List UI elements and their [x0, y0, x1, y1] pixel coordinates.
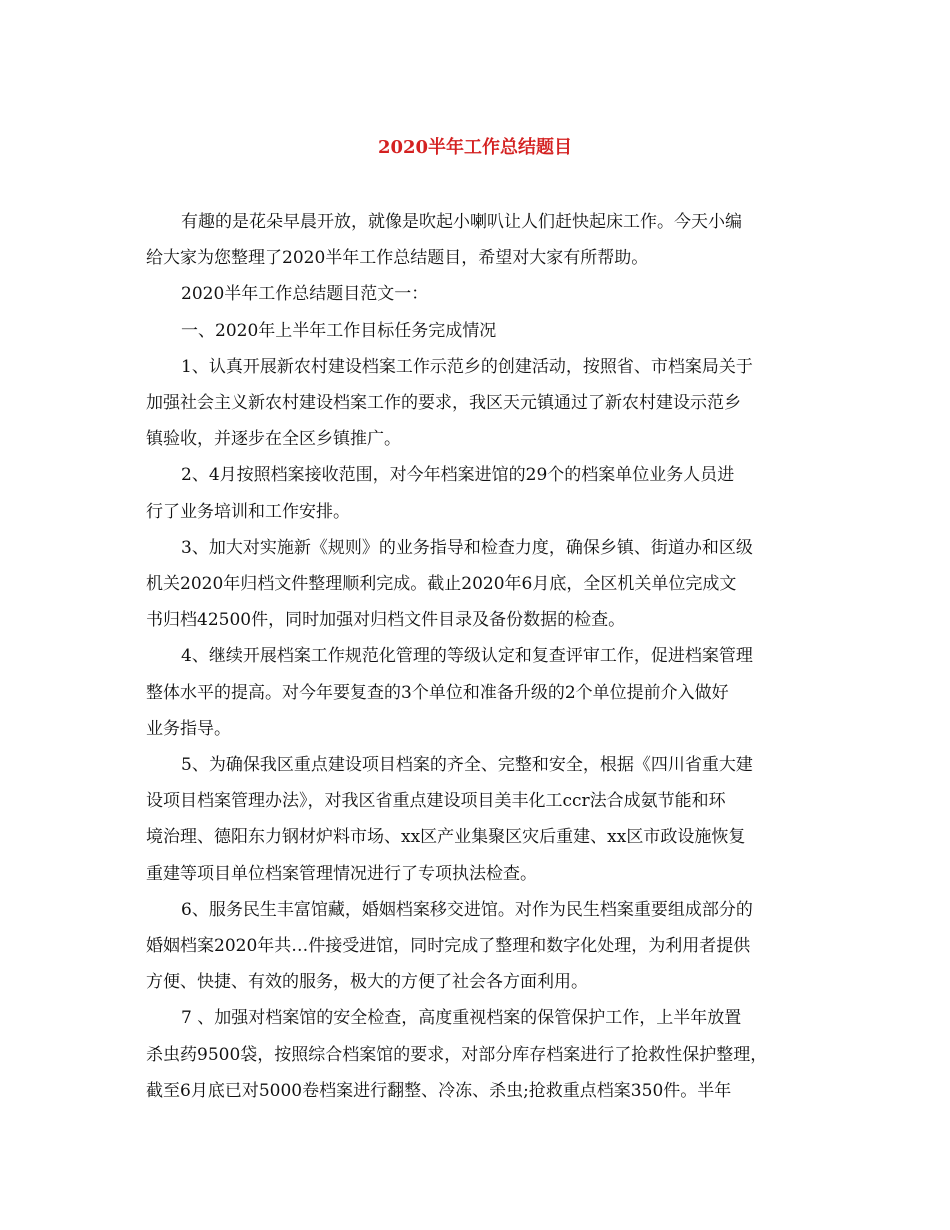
text-line: 2、4月按照档案接收范围，对今年档案进馆的29个的档案单位业务人员进 [181, 465, 735, 486]
text-line: 1、认真开展新农村建设档案工作示范乡的创建活动，按照省、市档案局关于 [181, 356, 753, 377]
paragraph-intro [146, 204, 806, 276]
paragraph-item-7 [146, 1000, 806, 1109]
text-line: 设项目档案管理办法》，对我区省重点建设项目美丰化工ccr法合成氨节能和环 [146, 791, 726, 812]
paragraph-item-3 [146, 530, 806, 639]
text-line: 书归档42500件，同时加强对归档文件目录及备份数据的检查。 [146, 610, 626, 631]
text-line: 境治理、德阳东力钢材炉料市场、xx区产业集聚区灾后重建、xx区市政设施恢复 [146, 827, 746, 848]
text-line: 4、继续开展档案工作规范化管理的等级认定和复查评审工作，促进档案管理 [181, 646, 753, 667]
text-line: 整体水平的提高。对今年要复查的3个单位和准备升级的2个单位提前介入做好 [146, 682, 729, 703]
text-line: 一、2020年上半年工作目标任务完成情况 [181, 320, 497, 341]
text-line: 业务指导。 [146, 718, 231, 739]
paragraph-sample-heading [146, 276, 806, 312]
text-line: 方便、快捷、有效的服务，极大的方便了社会各方面利用。 [146, 972, 588, 993]
text-line: 有趣的是花朵早晨开放，就像是吹起小喇叭让人们赶快起床工作。今天小编 [181, 212, 742, 232]
text-line: 7 、加强对档案馆的安全检查，高度重视档案的保管保护工作，上半年放置 [181, 1008, 742, 1029]
text-line: 镇验收，并逐步在全区乡镇推广。 [146, 429, 401, 450]
text-line: 6、服务民生丰富馆藏，婚姻档案移交进馆。对作为民生档案重要组成部分的 [181, 899, 753, 920]
text-line: 5、为确保我区重点建设项目档案的齐全、完整和安全，根据《四川省重大建 [181, 755, 753, 776]
text-line: 截至6月底已对5000卷档案进行翻整、冷冻、杀虫;抢救重点档案350件。半年 [146, 1080, 732, 1101]
paragraph-item-5 [146, 747, 806, 892]
text-line: 机关2020年归档文件整理顺利完成。截止2020年6月底，全区机关单位完成文 [146, 574, 737, 595]
paragraph-item-1 [146, 349, 806, 458]
document-body [146, 204, 806, 1109]
text-line: 2020半年工作总结题目范文一： [181, 284, 429, 305]
paragraph-item-2 [146, 457, 806, 529]
text-line: 给大家为您整理了2020半年工作总结题目，希望对大家有所帮助。 [146, 248, 649, 269]
paragraph-item-6 [146, 892, 806, 1001]
document-title: 2020半年工作总结题目 [377, 137, 573, 158]
text-line: 3、加大对实施新《规则》的业务指导和检查力度，确保乡镇、街道办和区级 [181, 537, 753, 558]
text-line: 加强社会主义新农村建设档案工作的要求，我区天元镇通过了新农村建设示范乡 [146, 393, 741, 414]
text-line: 婚姻档案2020年共…件接受进馆，同时完成了整理和数字化处理，为利用者提供 [146, 936, 751, 957]
text-line: 重建等项目单位档案管理情况进行了专项执法检查。 [146, 863, 537, 884]
paragraph-item-4 [146, 638, 806, 747]
paragraph-section-heading [146, 313, 806, 349]
text-line: 杀虫药9500袋，按照综合档案馆的要求，对部分库存档案进行了抢救性保护整理， [146, 1044, 768, 1065]
text-line: 行了业务培训和工作安排。 [146, 501, 350, 522]
